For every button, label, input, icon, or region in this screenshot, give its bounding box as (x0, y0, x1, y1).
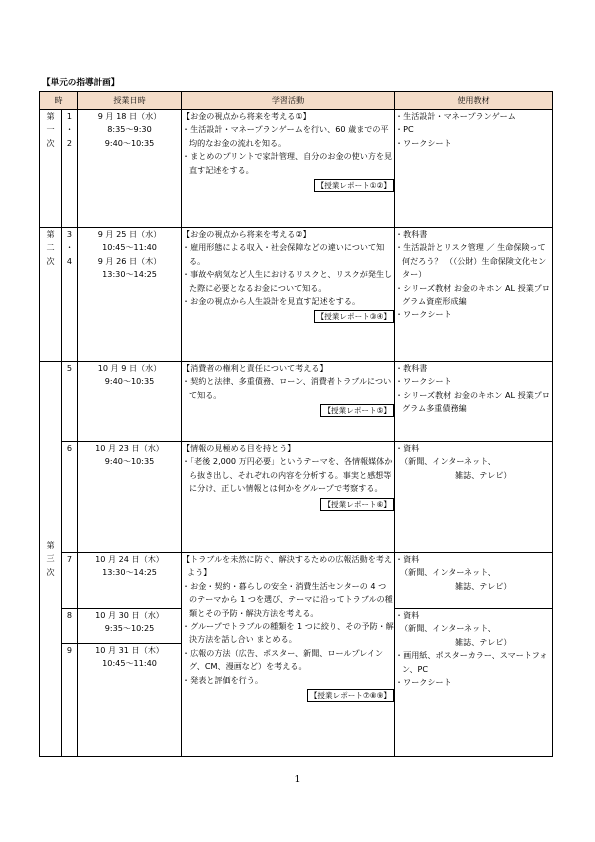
material-item: （新聞、インターネット、 (400, 456, 496, 467)
date-cell (78, 553, 182, 609)
materials-cell (395, 110, 553, 228)
activity-item: ・雇用形態による収入・社会保障などの違いについて知る。 (182, 242, 385, 266)
lesson-number-cell (62, 110, 78, 228)
activity-item: ・「老後 2,000 万円必要」というテーマを、各情報媒体から抜き出し、それぞれの内容を分析する。事実と感想等に分け、正しい情報とは何かをグループで考察する。 (182, 456, 393, 494)
header-activity: 学習活動 (182, 92, 395, 110)
date-cell (78, 442, 182, 553)
table-row (40, 110, 553, 228)
lesson-number-sep: ・ (65, 242, 74, 253)
activity-cell (182, 110, 395, 228)
report-tag: 【授業レポート⑥】 (320, 498, 394, 511)
date-line: 10 月 24 日（木） (95, 554, 164, 564)
date-line: 10 月 30 日（水） (95, 610, 164, 620)
date-line: 10 月 31 日（木） (95, 645, 164, 655)
lesson-number-cell (62, 644, 78, 757)
material-item: ・シリーズ教材 お金のキホン AL 授業プログラム資産形成編 (395, 282, 550, 307)
date-cell (78, 362, 182, 442)
material-item: ・ワークシート (395, 376, 452, 387)
header-ji: 時 (40, 92, 78, 110)
material-item: ・資料 (395, 443, 420, 453)
date-cell (78, 609, 182, 644)
time-line: 9:40～10:35 (104, 376, 155, 387)
header-materials: 使用教材 (395, 92, 553, 110)
material-item: 雑誌、テレビ） (455, 580, 512, 591)
material-item: 雑誌、テレビ） (455, 636, 512, 647)
activity-heading: 【トラブルを未然に防ぐ、解決するための広報活動を考えよう】 (182, 554, 392, 578)
material-item: ・教科書 (395, 363, 428, 373)
materials-cell (395, 228, 553, 362)
material-item: ・資料 (395, 554, 420, 564)
activity-heading: 【消費者の権利と責任について考える】 (182, 363, 328, 373)
material-item: （新聞、インターネット、 (400, 567, 496, 578)
time-line: 9:40～10:35 (104, 456, 155, 467)
report-tag: 【授業レポート⑦⑧⑨】 (307, 689, 394, 702)
time-line: 10:45～11:40 (102, 658, 157, 669)
phase-cell (40, 110, 62, 228)
lesson-number: 2 (66, 137, 73, 148)
activity-cell (182, 442, 395, 553)
activity-item: ・お金・契約・暮らしの安全・消費生活センターの 4 つのテーマから 1 つを選び、テーマに沿ってトラブルの種類とその予防・解決方法を考える。 (182, 580, 393, 618)
table-row (40, 228, 553, 362)
activity-heading: 【お金の視点から将来を考える①】 (182, 111, 311, 121)
activity-item: ・広報の方法（広告、ポスター、新聞、ロールプレイング、CM、漫画など）を考える。 (182, 647, 384, 672)
time-line: 8:35～9:30 (107, 124, 152, 135)
lesson-number: 3 (66, 229, 73, 239)
material-item: ・ワークシート (395, 677, 452, 688)
report-tag: 【授業レポート⑤】 (320, 404, 394, 417)
phase-char: 三 (46, 553, 55, 564)
table-row (40, 442, 553, 553)
time-line: 13:30～14:25 (102, 567, 157, 578)
material-item: ・資料 (395, 610, 420, 620)
activity-item: ・契約と法律、多重債務、ローン、消費者トラブルについて知る。 (182, 376, 392, 400)
table-row (40, 553, 553, 609)
materials-cell (395, 442, 553, 553)
activity-cell (182, 553, 395, 757)
material-item: ・生活設計とリスク管理 ／ 生命保険って何だろう？ （（公財）生命保険文化センター） (395, 242, 547, 280)
phase-char: 第 (46, 539, 55, 550)
activity-item: ・お金の視点から人生設計を見直す記述をする。 (182, 296, 361, 307)
lesson-number: 5 (66, 363, 73, 373)
activity-cell (182, 228, 395, 362)
lesson-number: 9 (66, 645, 73, 655)
activity-heading: 【情報の見極める目を持とう】 (182, 443, 296, 453)
report-tag: 【授業レポート③④】 (314, 310, 394, 323)
lesson-number-cell (62, 442, 78, 553)
materials-cell (395, 362, 553, 442)
lesson-number-cell (62, 362, 78, 442)
lesson-number-sep: ・ (65, 124, 74, 135)
material-item: ・ワークシート (395, 137, 452, 148)
table-row (40, 362, 553, 442)
time-line: 9:40～10:35 (104, 137, 155, 148)
date-line: 10 月 23 日（水） (95, 443, 164, 453)
phase-char: 次 (46, 566, 55, 577)
material-item: ・画用紙、ポスターカラー、スマートフォン、PC (395, 650, 548, 674)
material-item: ・生活設計・マネープランゲーム (395, 111, 516, 121)
time-line: 10:45～11:40 (102, 242, 157, 253)
lesson-number: 4 (66, 255, 73, 266)
phase-cell (40, 362, 62, 757)
section-title: 【単元の指導計画】 (42, 78, 120, 88)
phase-char: 第 (46, 229, 55, 239)
phase-char: 次 (46, 137, 55, 148)
material-item: ・シリーズ教材 お金のキホン AL 授業プログラム多重債務編 (395, 389, 550, 414)
material-item: ・教科書 (395, 229, 428, 239)
table-header-row (40, 92, 553, 110)
activity-item: ・発表と評価を行う。 (182, 674, 263, 685)
material-item: （新聞、インターネット、 (400, 623, 496, 634)
materials-cell (395, 553, 553, 609)
phase-cell (40, 228, 62, 362)
material-item: ・ワークシート (395, 309, 452, 320)
date-cell (78, 644, 182, 757)
activity-item: ・まとめのプリントで家計管理、自分のお金の使い方を見直す記述をする。 (182, 151, 393, 175)
lesson-number-cell (62, 228, 78, 362)
report-tag: 【授業レポート①②】 (314, 179, 394, 192)
activity-item: ・事故や病気など人生におけるリスクと、リスクが発生した際に必要となるお金について知る。 (182, 269, 393, 293)
lesson-number: 1 (66, 111, 73, 121)
date-cell (78, 228, 182, 362)
activity-item: ・生活設計・マネープランゲームを行い、60 歳までの平均的なお金の流れを知る。 (182, 124, 389, 148)
activity-cell (182, 362, 395, 442)
time-line: 9:35～10:25 (104, 623, 155, 634)
activity-heading: 【お金の視点から将来を考える②】 (182, 229, 311, 239)
phase-char: 次 (46, 255, 55, 266)
lesson-plan-table (39, 91, 553, 757)
date-line: 9 月 25 日（水） (97, 229, 162, 239)
date-cell (78, 110, 182, 228)
lesson-number-cell (62, 553, 78, 609)
page-number: 1 (294, 774, 301, 785)
material-item: 雑誌、テレビ） (455, 469, 512, 480)
materials-cell (395, 609, 553, 757)
activity-item: ・グループでトラブルの種類を 1 つに絞り、その予防・解決方法を話し合い まとめる。 (182, 621, 394, 645)
material-item: ・PC (395, 124, 414, 135)
date-line: 9 月 18 日（水） (97, 111, 162, 121)
lesson-number-cell (62, 609, 78, 644)
phase-char: 一 (46, 124, 55, 135)
lesson-number: 8 (66, 610, 73, 620)
lesson-number: 6 (66, 443, 73, 453)
date-line: 9 月 26 日（木） (97, 255, 162, 266)
phase-char: 第 (46, 111, 55, 121)
time-line: 13:30～14:25 (102, 269, 157, 280)
date-line: 10 月 9 日（水） (97, 363, 162, 373)
lesson-number: 7 (66, 554, 73, 564)
header-date: 授業日時 (78, 92, 182, 110)
phase-char: 二 (46, 242, 55, 253)
